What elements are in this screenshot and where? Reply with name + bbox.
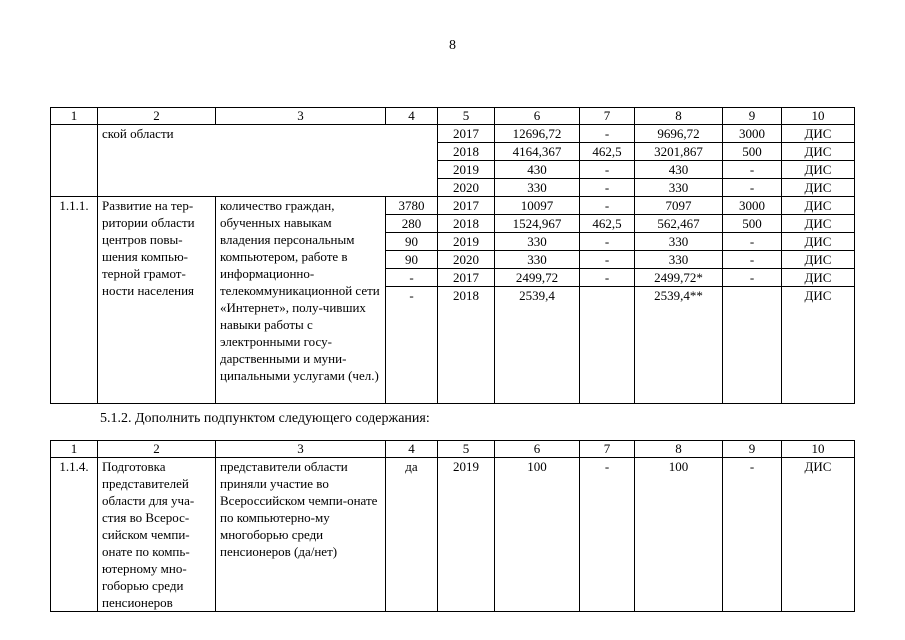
program-table-2	[50, 440, 855, 612]
regional-cell: 9696,72	[635, 125, 723, 143]
table-header-row	[51, 108, 855, 125]
federal-cell: -	[580, 269, 635, 287]
page-number: 8	[449, 38, 456, 53]
target-value-cell: да	[386, 458, 438, 612]
executor-cell: ДИС	[782, 458, 855, 612]
other-cell: 500	[723, 215, 782, 233]
header-cell: 2	[98, 108, 216, 125]
year-cell: 2019	[438, 233, 495, 251]
other-cell: 500	[723, 143, 782, 161]
item-number-cell: 1.1.1.	[51, 197, 98, 404]
regional-cell: 2499,72*	[635, 269, 723, 287]
federal-cell: -	[580, 161, 635, 179]
item-number-cell: 1.1.4.	[51, 458, 98, 612]
executor-cell: ДИС	[782, 197, 855, 215]
table-row	[51, 458, 855, 612]
other-cell: -	[723, 233, 782, 251]
header-cell: 1	[51, 108, 98, 125]
header-cell: 5	[438, 108, 495, 125]
program-table-1	[50, 107, 855, 404]
other-cell: -	[723, 458, 782, 612]
year-cell: 2018	[438, 143, 495, 161]
other-cell	[723, 287, 782, 404]
header-cell: 9	[723, 108, 782, 125]
regional-cell: 3201,867	[635, 143, 723, 161]
total-cell: 430	[495, 161, 580, 179]
header-cell: 3	[216, 108, 386, 125]
header-cell: 6	[495, 441, 580, 458]
federal-cell: -	[580, 251, 635, 269]
table-row	[51, 197, 855, 215]
total-cell: 2499,72	[495, 269, 580, 287]
regional-cell: 562,467	[635, 215, 723, 233]
target-value-cell: 3780	[386, 197, 438, 215]
federal-cell: 462,5	[580, 143, 635, 161]
table-header-row	[51, 441, 855, 458]
regional-cell: 2539,4**	[635, 287, 723, 404]
total-cell: 4164,367	[495, 143, 580, 161]
executor-cell: ДИС	[782, 215, 855, 233]
indicator-cell: количество граждан, обученных навыкам владения персональным компьютером, работе в информационно-телекоммуникационной сети «Интернет», полу-чивших навыки работы с электронными госу-дарственными и муни-ципальными услугами (чел.)	[216, 197, 386, 404]
year-cell: 2017	[438, 269, 495, 287]
federal-cell	[580, 287, 635, 404]
indicator-cell: представители области приняли участие во Всероссийском чемпи-онате по компьютерно-му многоборью среди пенсионеров (да/нет)	[216, 458, 386, 612]
header-cell: 10	[782, 441, 855, 458]
regional-cell: 330	[635, 233, 723, 251]
header-cell: 5	[438, 441, 495, 458]
regional-cell: 430	[635, 161, 723, 179]
year-cell: 2018	[438, 215, 495, 233]
year-cell: 2017	[438, 125, 495, 143]
executor-cell: ДИС	[782, 287, 855, 404]
total-cell: 12696,72	[495, 125, 580, 143]
header-cell: 4	[386, 108, 438, 125]
header-cell: 6	[495, 108, 580, 125]
target-value-cell: 90	[386, 233, 438, 251]
empty-cell	[51, 125, 98, 197]
header-cell: 10	[782, 108, 855, 125]
year-cell: 2020	[438, 251, 495, 269]
total-cell: 330	[495, 233, 580, 251]
federal-cell: -	[580, 179, 635, 197]
federal-cell: -	[580, 125, 635, 143]
executor-cell: ДИС	[782, 179, 855, 197]
other-cell: -	[723, 161, 782, 179]
header-cell: 7	[580, 441, 635, 458]
federal-cell: -	[580, 197, 635, 215]
executor-cell: ДИС	[782, 233, 855, 251]
header-cell: 3	[216, 441, 386, 458]
federal-cell: 462,5	[580, 215, 635, 233]
year-cell: 2018	[438, 287, 495, 404]
target-value-cell: 280	[386, 215, 438, 233]
total-cell: 10097	[495, 197, 580, 215]
region-name-cell: ской области	[98, 125, 438, 197]
federal-cell: -	[580, 233, 635, 251]
total-cell: 100	[495, 458, 580, 612]
total-cell: 1524,967	[495, 215, 580, 233]
other-cell: -	[723, 251, 782, 269]
executor-cell: ДИС	[782, 125, 855, 143]
total-cell: 330	[495, 251, 580, 269]
regional-cell: 7097	[635, 197, 723, 215]
other-cell: 3000	[723, 125, 782, 143]
amendment-paragraph: 5.1.2. Дополнить подпунктом следующего содержания:	[100, 411, 430, 426]
target-value-cell: -	[386, 269, 438, 287]
regional-cell: 330	[635, 251, 723, 269]
regional-cell: 330	[635, 179, 723, 197]
target-value-cell: 90	[386, 251, 438, 269]
item-name-cell: Развитие на тер-ритории области центров повы-шения компью-терной грамот-ности населения	[98, 197, 216, 404]
year-cell: 2017	[438, 197, 495, 215]
executor-cell: ДИС	[782, 143, 855, 161]
header-cell: 4	[386, 441, 438, 458]
header-cell: 9	[723, 441, 782, 458]
header-cell: 1	[51, 441, 98, 458]
table-row	[51, 125, 855, 143]
executor-cell: ДИС	[782, 161, 855, 179]
item-name-cell: Подготовка представителей области для уча-стия во Всерос-сийском чемпи-онате по компь-ютерному мно-гоборью среди пенсионеров	[98, 458, 216, 612]
header-cell: 8	[635, 441, 723, 458]
year-cell: 2019	[438, 161, 495, 179]
header-cell: 8	[635, 108, 723, 125]
executor-cell: ДИС	[782, 269, 855, 287]
other-cell: 3000	[723, 197, 782, 215]
regional-cell: 100	[635, 458, 723, 612]
other-cell: -	[723, 269, 782, 287]
executor-cell: ДИС	[782, 251, 855, 269]
header-cell: 2	[98, 441, 216, 458]
other-cell: -	[723, 179, 782, 197]
total-cell: 2539,4	[495, 287, 580, 404]
year-cell: 2020	[438, 179, 495, 197]
year-cell: 2019	[438, 458, 495, 612]
federal-cell: -	[580, 458, 635, 612]
total-cell: 330	[495, 179, 580, 197]
target-value-cell: -	[386, 287, 438, 404]
header-cell: 7	[580, 108, 635, 125]
